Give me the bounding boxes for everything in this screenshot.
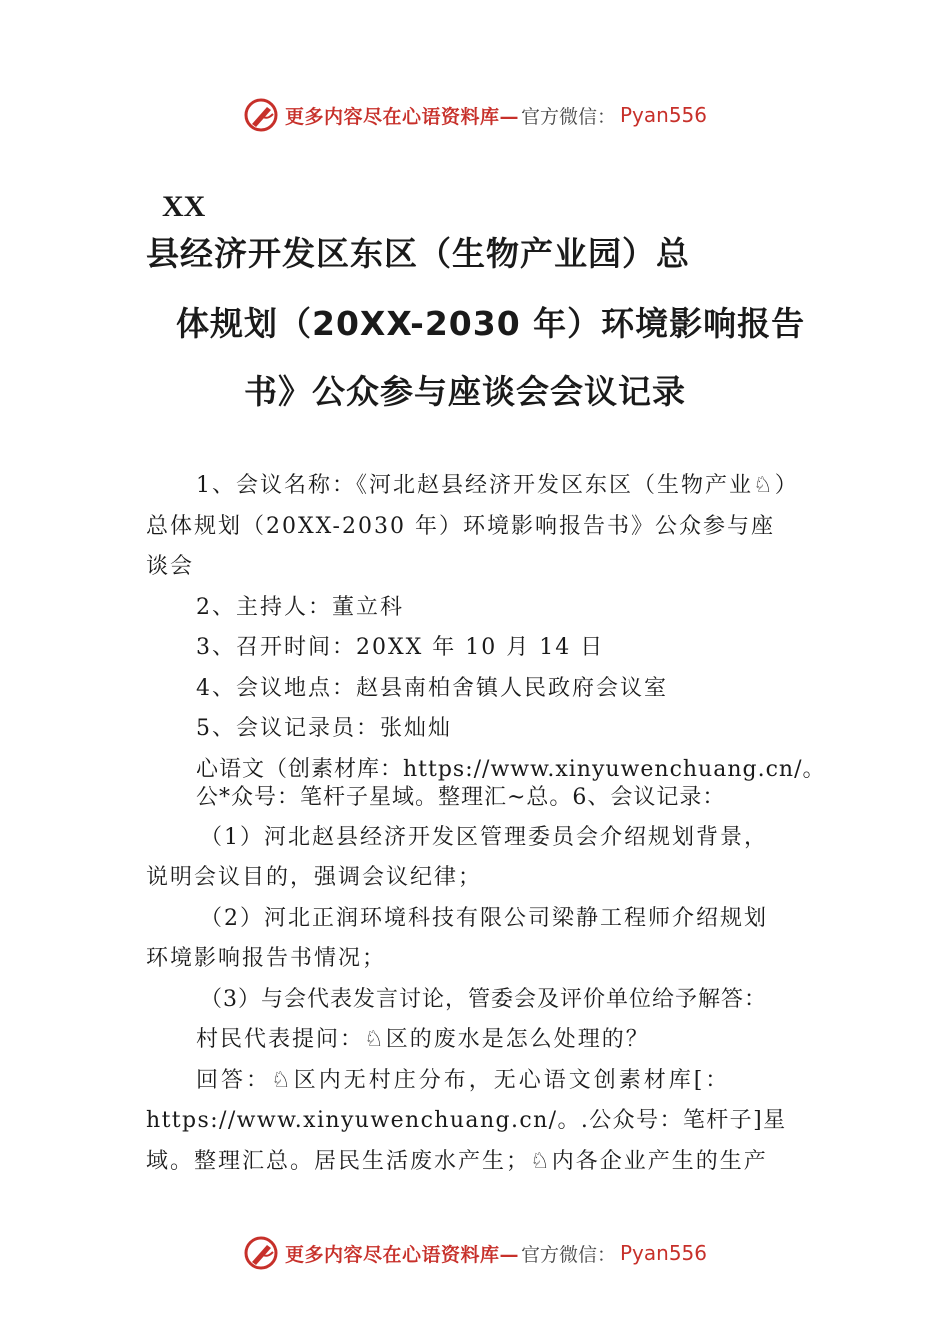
header-banner: [0, 95, 950, 135]
body-line: （2）河北正润环境科技有限公司梁静工程师介绍规划: [200, 905, 768, 931]
banner-text: 更多内容尽在心语资料库—: [284, 1243, 519, 1266]
body-line: （1）河北赵县经济开发区管理委员会介绍规划背景，: [200, 824, 768, 850]
title-line-1: 县经济开发区东区（生物产业园）总: [146, 234, 690, 273]
pen-logo-icon: [243, 97, 279, 133]
body-line: （3）与会代表发言讨论，管委会及评价单位给予解答：: [200, 986, 767, 1012]
body-line: 环境影响报告书情况；: [146, 946, 387, 971]
body-line: 村民代表提问：♘区的废水是怎么处理的？: [196, 1027, 650, 1052]
pen-logo-icon: [243, 1235, 279, 1271]
banner-wechat-id: Pyan556: [620, 1241, 708, 1265]
body-line: 4、会议地点：赵县南柏舍镇人民政府会议室: [196, 675, 668, 701]
body-line: 5、会议记录员：张灿灿: [196, 716, 452, 741]
title-line-3: 书》公众参与座谈会会议记录: [244, 372, 686, 411]
body-line: 心语文（创素材库：https://www.xinyuwenchuang.cn/。: [196, 756, 826, 782]
body-line: 谈会: [146, 554, 195, 579]
body-line: 回答：♘区内无村庄分布，无心语文创素材库[：: [196, 1067, 731, 1093]
body-line: 1、会议名称：《河北赵县经济开发区东区（生物产业♘）: [196, 473, 799, 498]
banner-wechat-label: 官方微信：: [520, 1243, 616, 1266]
body-line: 域。整理汇总。居民生活废水产生；♘内各企业产生的生产: [146, 1148, 768, 1174]
body-line: 说明会议目的，强调会议纪律；: [146, 865, 483, 890]
document-body: [146, 466, 826, 1182]
body-line: 公*众号：笔杆子星域。整理汇~总。6、会议记录：: [196, 784, 726, 810]
body-line: 2、主持人：董立科: [196, 594, 404, 620]
banner-wechat-id: Pyan556: [620, 103, 708, 127]
body-line: https://www.xinyuwenchuang.cn/。.公众号：笔杆子]星: [146, 1108, 787, 1133]
banner-text: 更多内容尽在心语资料库—: [284, 105, 519, 128]
title-prefix: XX: [162, 190, 206, 223]
title-line-2: 体规划（20XX-2030 年）环境影响报告: [176, 304, 806, 343]
body-line: 总体规划（20XX-2030 年）环境影响报告书》公众参与座: [146, 513, 775, 539]
footer-banner: [0, 1233, 950, 1273]
body-line: 3、召开时间：20XX 年 10 月 14 日: [196, 635, 605, 660]
banner-wechat-label: 官方微信：: [520, 105, 616, 128]
